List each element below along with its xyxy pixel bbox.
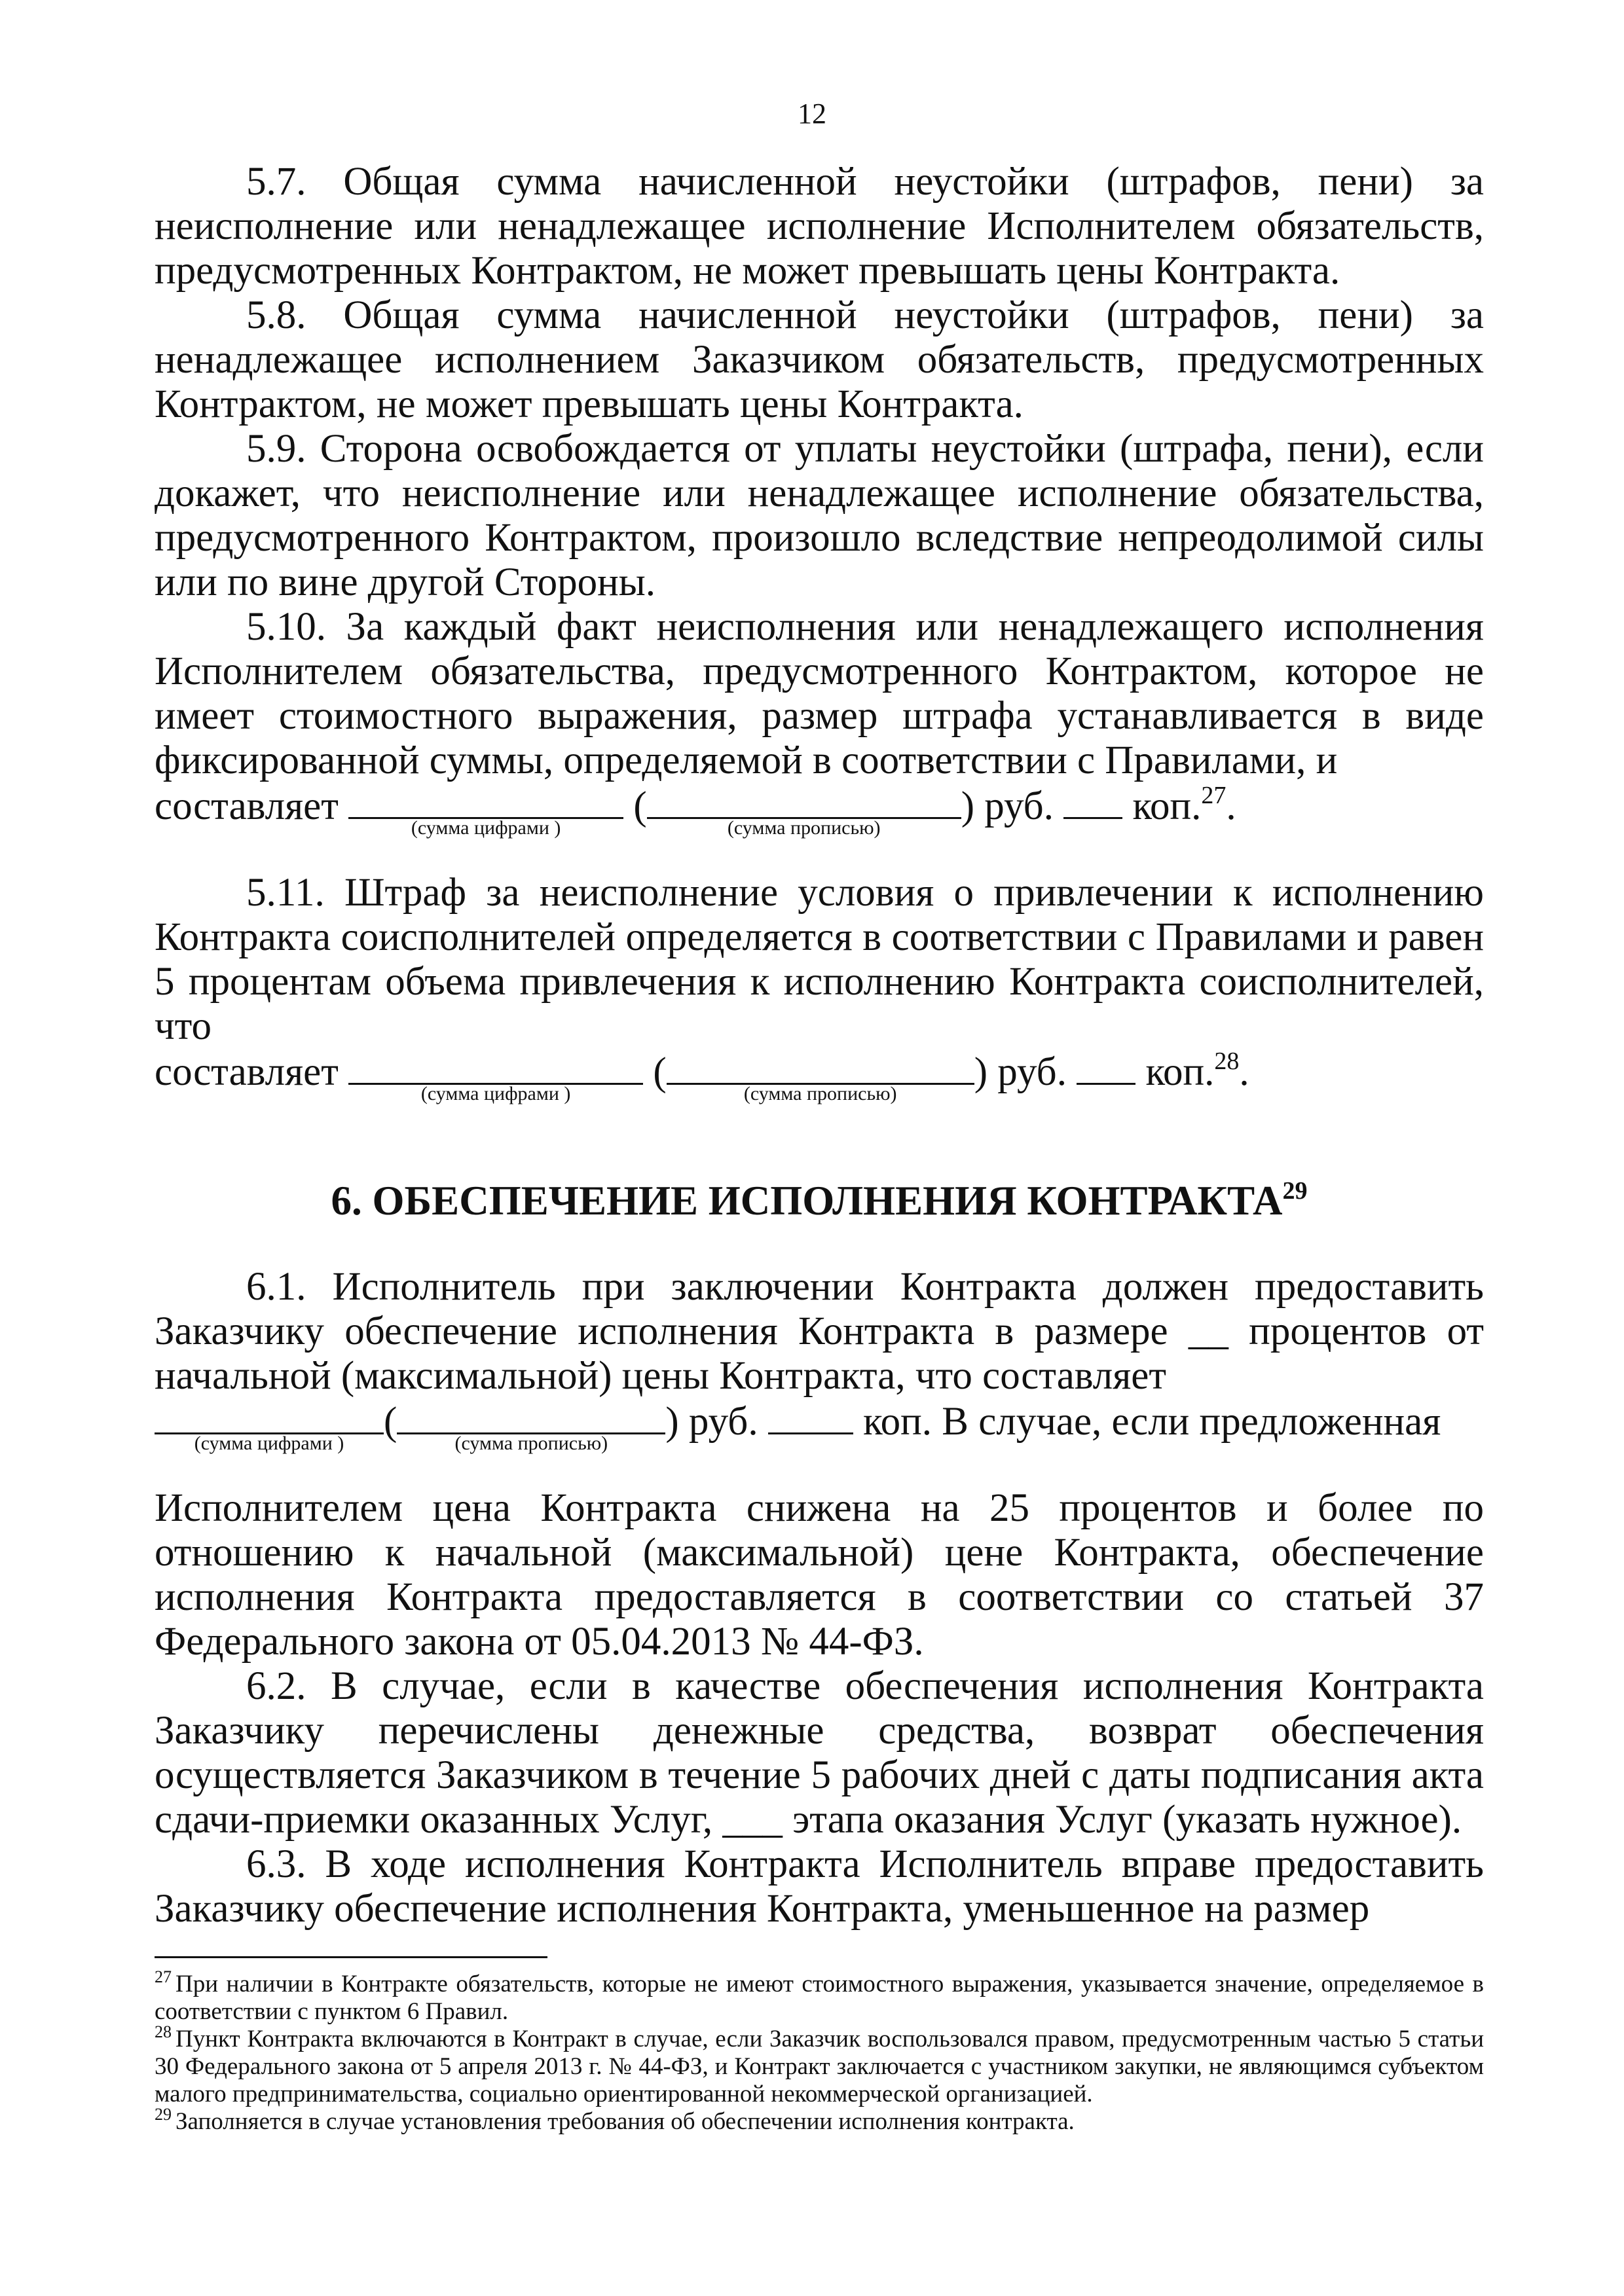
sum-words-caption: (сумма прописью) [743, 1083, 897, 1104]
clause-5-11: 5.11. Штраф за неисполнение условия о привлечении к исполнению Контракта соисполнителей определяется в соответствии с Правилами и равен 5 процентам объема привлечения к исполнению Контракта соисполнителей, что [155, 871, 1484, 1048]
sum-digits-caption: (сумма цифрами ) [420, 1083, 571, 1104]
kop-blank [1077, 1049, 1135, 1085]
document-body [155, 160, 1484, 1931]
open-paren: ( [384, 1400, 397, 1444]
open-paren: ( [653, 1050, 667, 1094]
kop-blank [1063, 783, 1122, 819]
footnote-27: $^{27}$ При наличии в Контракте обязательств, которые не имеют стоимостного выражения, указывается значение, определяемое в соответствии с пунктом 6 Правил. [155, 1967, 1484, 2025]
kop-label: коп. [1132, 784, 1202, 828]
fill-label: составляет [155, 1050, 339, 1094]
page-number: 12 [798, 98, 826, 130]
sum-digits-caption: (сумма цифрами ) [411, 817, 561, 839]
fill-label: составляет [155, 784, 339, 828]
sum-digits-blank [348, 1049, 643, 1104]
sum-words-blank [397, 1398, 665, 1454]
footnote-ref-28: 28 [1214, 1048, 1240, 1075]
sum-words-blank [667, 1049, 974, 1104]
clause-5-8: 5.8. Общая сумма начисленной неустойки (штрафов, пени) за ненадлежащее исполнением Заказчиком обязательств, предусмотренных Контрактом, не может превышать цены Контракта. [155, 293, 1484, 426]
clause-6-1-fill-tail: коп. В случае, если предложенная [863, 1400, 1441, 1444]
clause-5-10-fill-line: составляет (сумма цифрами ) ( (сумма прописью) ) руб. коп.$^{27}$. [155, 782, 1236, 839]
clause-5-7: 5.7. Общая сумма начисленной неустойки (штрафов, пени) за неисполнение или ненадлежащее исполнение Исполнителем обязательств, предусмотренных Контрактом, не может превышать цены Контракта. [155, 160, 1484, 293]
rub-label: ) руб. [961, 784, 1054, 828]
clause-5-9: 5.9. Сторона освобождается от уплаты неустойки (штрафа, пени), если докажет, что неисполнение или ненадлежащее исполнение обязательства, предусмотренного Контрактом, произошло вследствие непреодолимой силы или по вине другой Стороны. [155, 427, 1484, 604]
rub-label: ) руб. [665, 1400, 758, 1444]
kop-label: коп. [1145, 1050, 1215, 1094]
clause-6-2: 6.2. В случае, если в качестве обеспечения исполнения Контракта Заказчику перечислены денежные средства, возврат обеспечения осуществляется Заказчиком в течение 5 рабочих дней с даты подписания акта сдачи-приемки оказанных Услуг, ___ этапа оказания Услуг (указать нужное). [155, 1664, 1484, 1842]
rub-label: ) руб. [974, 1050, 1067, 1094]
sum-digits-blank [348, 783, 623, 839]
clause-6-1-fill-line [155, 1398, 1484, 1454]
footnotes [155, 1967, 1484, 2136]
sum-digits-blank [155, 1398, 384, 1454]
clause-6-1-continued: Исполнителем цена Контракта снижена на 25 процентов и более по отношению к начальной (максимальной) цене Контракта, обеспечение исполнения Контракта предоставляется в соответствии со статьей 37 Федерального закона от 05.04.2013 № 44-ФЗ. [155, 1486, 1484, 1664]
section-6-heading: 6. ОБЕСПЕЧЕНИЕ ИСПОЛНЕНИЯ КОНТРАКТА$^{29}$ [331, 1177, 1308, 1224]
sum-words-caption: (сумма прописью) [727, 817, 881, 839]
clause-6-3: 6.3. В ходе исполнения Контракта Исполнитель вправе предоставить Заказчику обеспечение исполнения Контракта, уменьшенное на размер [155, 1842, 1484, 1931]
footnote-28: $^{28}$ Пункт Контракта включаются в Контракт в случае, если Заказчик воспользовался правом, предусмотренным частью 5 статьи 30 Федерального закона от 5 апреля 2013 г. № 44-ФЗ, и Контракт заключается с участником закупки, не являющимся субъектом малого предпринимательства, социально ориентированной некоммерческой организацией. [155, 2022, 1484, 2107]
sum-digits-caption: (сумма цифрами ) [194, 1432, 344, 1454]
clause-5-11-fill-line: составляет (сумма цифрами ) ( (сумма прописью) ) руб. коп.$^{28}$. [155, 1048, 1249, 1104]
footnote-ref-27: 27 [1201, 782, 1227, 809]
footnote-ref-29: 29 [1282, 1177, 1308, 1205]
sum-words-blank [647, 783, 961, 839]
clause-5-10: 5.10. За каждый факт неисполнения или ненадлежащего исполнения Исполнителем обязательства, предусмотренного Контрактом, которое не имеет стоимостного выражения, размер штрафа устанавливается в виде фиксированной суммы, определяемой в соответствии с Правилами, и [155, 605, 1484, 782]
clause-6-1: 6.1. Исполнитель при заключении Контракта должен предоставить Заказчику обеспечение исполнения Контракта в размере __ процентов от начальной (максимальной) цены Контракта, что составляет [155, 1265, 1484, 1398]
sum-words-caption: (сумма прописью) [454, 1432, 608, 1454]
footnote-separator [155, 1956, 547, 1958]
footnote-29: $^{29}$ Заполняется в случае установления требования об обеспечении исполнения контракта. [155, 2105, 1075, 2135]
open-paren: ( [633, 784, 647, 828]
kop-blank [768, 1398, 853, 1434]
